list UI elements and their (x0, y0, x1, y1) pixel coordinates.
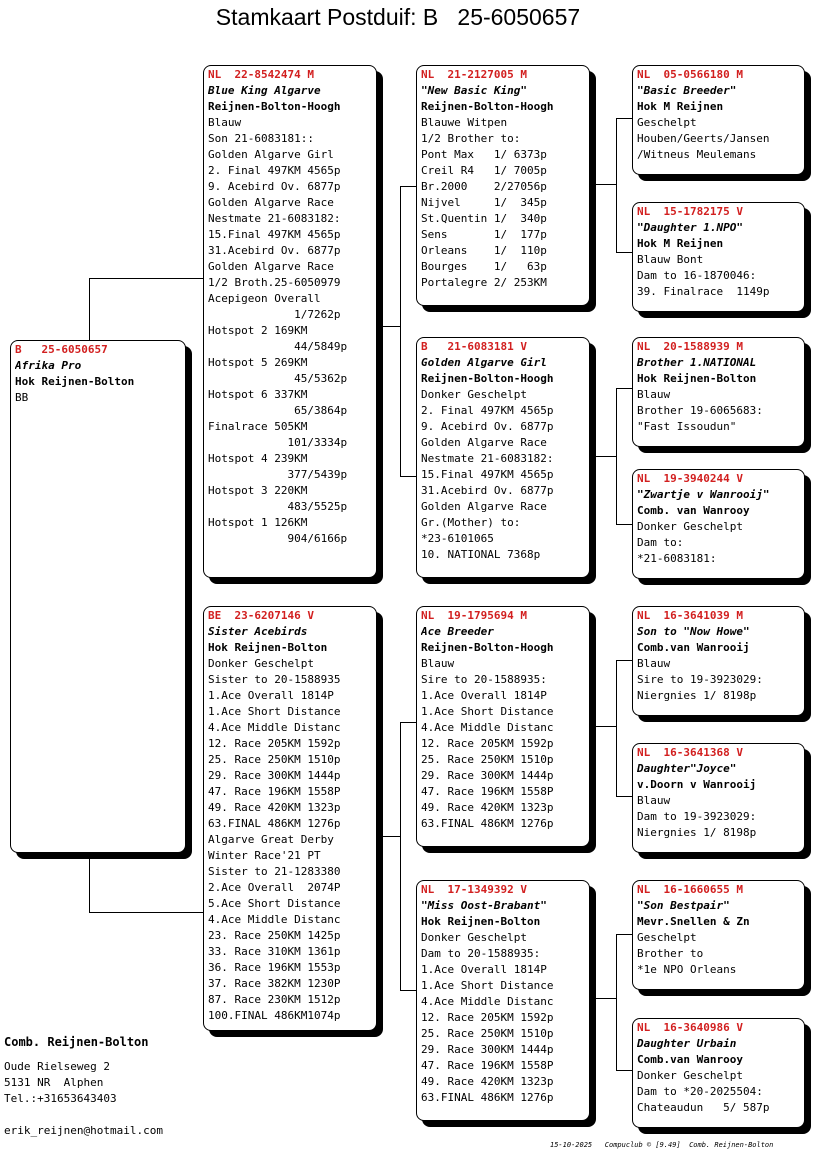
pigeon-detail-line: Sire to 19-3923029: (637, 673, 763, 686)
pigeon-name: "Miss Oost-Brabant" (421, 899, 547, 912)
pigeon-detail-line: 15.Final 497KM 4565p (208, 228, 341, 241)
pigeon-detail-line: 5.Ace Short Distance (208, 897, 341, 910)
connector-line (89, 858, 90, 912)
ring-number: NL 15-1782175 V (637, 205, 743, 218)
connector-line (616, 118, 617, 252)
pigeon-detail-line: 2.Ace Overall 2074P (208, 881, 341, 894)
connector-line (400, 722, 401, 990)
pigeon-card-ggp1 (632, 65, 805, 175)
connector-line (616, 660, 617, 796)
owner-street: Oude Rielseweg 2 (4, 1060, 110, 1073)
connector-line (89, 278, 204, 279)
pigeon-owner: Hok Reijnen-Bolton (637, 372, 757, 385)
connector-line (400, 186, 401, 476)
pigeon-name: "Zwartje v Wanrooij" (637, 488, 770, 501)
pigeon-detail-line: Br.2000 2/27056p (421, 180, 547, 193)
pigeon-detail-line: Brother 19-6065683: (637, 404, 763, 417)
pigeon-detail-line: Donker Geschelpt (637, 520, 743, 533)
pigeon-detail-line: 87. Race 230KM 1512p (208, 993, 341, 1006)
pigeon-detail-line: Winter Race'21 PT (208, 849, 321, 862)
ring-number: B 25-6050657 (15, 343, 108, 356)
pigeon-detail-line: 12. Race 205KM 1592p (421, 1011, 554, 1024)
pigeon-name: "Basic Breeder" (637, 84, 737, 97)
pigeon-detail-line: Hotspot 4 239KM (208, 452, 308, 465)
pigeon-detail-line: 65/3864p (208, 404, 348, 417)
pigeon-detail-line: 2. Final 497KM 4565p (421, 404, 554, 417)
pigeon-detail-line: Nestmate 21-6083182: (421, 452, 554, 465)
pigeon-detail-line: 25. Race 250KM 1510p (421, 753, 554, 766)
connector-line (616, 118, 633, 119)
pigeon-detail-line: 63.FINAL 486KM 1276p (421, 817, 554, 830)
ring-number: NL 19-1795694 M (421, 609, 527, 622)
pigeon-detail-line: Dam to *20-2025504: (637, 1085, 763, 1098)
pigeon-detail-line: Donker Geschelpt (421, 931, 527, 944)
pigeon-detail-line: 9. Acebird Ov. 6877p (421, 420, 554, 433)
pigeon-card-ggp2 (632, 202, 805, 312)
pigeon-detail-line: 1.Ace Overall 1814P (421, 963, 547, 976)
owner-phone: Tel.:+31653643403 (4, 1092, 117, 1105)
pigeon-detail-line: Son 21-6083181:: (208, 132, 314, 145)
pigeon-detail-line: 36. Race 196KM 1553p (208, 961, 341, 974)
connector-line (89, 912, 204, 913)
pigeon-detail-line: Blauw (637, 794, 671, 807)
pigeon-detail-line: Golden Algarve Girl (208, 148, 334, 161)
pigeon-detail-line: 31.Acebird Ov. 6877p (421, 484, 554, 497)
pigeon-detail-line: Bourges 1/ 63p (421, 260, 547, 273)
connector-line (616, 934, 633, 935)
page-title: Stamkaart Postduif: B 25-6050657 (215, 4, 581, 30)
pigeon-detail-line: Finalrace 505KM (208, 420, 308, 433)
pigeon-detail-line: 1.Ace Short Distance (421, 979, 554, 992)
pigeon-detail-line: Gr.(Mother) to: (421, 516, 521, 529)
pigeon-card-dam-dam (416, 880, 590, 1121)
connector-line (616, 1070, 633, 1071)
pigeon-detail-line: BB (15, 391, 29, 404)
connector-line (400, 476, 417, 477)
ring-number: NL 16-1660655 M (637, 883, 743, 896)
connector-line (590, 456, 617, 457)
connector-line (376, 326, 401, 327)
pigeon-owner: Hok M Reijnen (637, 237, 724, 250)
pigeon-detail-line: 25. Race 250KM 1510p (208, 753, 341, 766)
pigeon-detail-line: *23-6101065 (421, 532, 494, 545)
pigeon-detail-line: 44/5849p (208, 340, 348, 353)
pigeon-detail-line: 47. Race 196KM 1558P (421, 1059, 554, 1072)
owner-name: Comb. Reijnen-Bolton (4, 1035, 149, 1049)
pigeon-name: "Son Bestpair" (637, 899, 730, 912)
pigeon-detail-line: 904/6166p (208, 532, 348, 545)
pigeon-owner: Comb.van Wanrooij (637, 641, 750, 654)
pigeon-detail-line: 49. Race 420KM 1323p (421, 801, 554, 814)
pigeon-detail-line: *21-6083181: (637, 552, 717, 565)
pigeon-name: Afrika Pro (15, 359, 82, 372)
ring-number: NL 05-0566180 M (637, 68, 743, 81)
connector-line (616, 388, 633, 389)
pigeon-detail-line: 101/3334p (208, 436, 348, 449)
pigeon-detail-line: 49. Race 420KM 1323p (421, 1075, 554, 1088)
ring-number: NL 17-1349392 V (421, 883, 527, 896)
pigeon-detail-line: 100.FINAL 486KM1074p (208, 1009, 341, 1022)
pigeon-detail-line: 9. Acebird Ov. 6877p (208, 180, 341, 193)
pigeon-detail-line: Hotspot 2 169KM (208, 324, 308, 337)
pigeon-card-sire (203, 65, 377, 578)
pigeon-detail-line: Golden Algarve Race (208, 196, 334, 209)
pigeon-detail-line: 63.FINAL 486KM 1276p (421, 1091, 554, 1104)
pigeon-detail-line: 31.Acebird Ov. 6877p (208, 244, 341, 257)
pigeon-detail-line: Portalegre 2/ 253KM (421, 276, 547, 289)
pigeon-detail-line: 63.FINAL 486KM 1276p (208, 817, 341, 830)
pigeon-detail-line: 1/2 Broth.25-6050979 (208, 276, 341, 289)
pigeon-name: Brother 1.NATIONAL (637, 356, 757, 369)
connector-line (590, 998, 617, 999)
pigeon-detail-line: Geschelpt (637, 931, 697, 944)
pigeon-detail-line: 377/5439p (208, 468, 348, 481)
ring-number: BE 23-6207146 V (208, 609, 314, 622)
pigeon-card-ggp8 (632, 1018, 805, 1128)
pigeon-detail-line: Brother to (637, 947, 704, 960)
pigeon-owner: Hok Reijnen-Bolton (15, 375, 135, 388)
footer-note: 15-10-2025 Compuclub © [9.49] Comb. Reijnen-Bolton (550, 1141, 774, 1149)
ring-number: NL 22-8542474 M (208, 68, 314, 81)
pigeon-detail-line: 39. Finalrace 1149p (637, 285, 770, 298)
pigeon-detail-line: Blauw (637, 657, 671, 670)
pigeon-detail-line: Blauwe Witpen (421, 116, 508, 129)
pigeon-detail-line: St.Quentin 1/ 340p (421, 212, 547, 225)
ring-number: B 21-6083181 V (421, 340, 527, 353)
pigeon-owner: v.Doorn v Wanrooij (637, 778, 757, 791)
pigeon-card-dam (203, 606, 377, 1031)
pigeon-name: Daughter"Joyce" (637, 762, 737, 775)
pigeon-detail-line: 29. Race 300KM 1444p (421, 769, 554, 782)
pigeon-card-ggp3 (632, 337, 805, 447)
connector-line (616, 934, 617, 1070)
pigeon-detail-line: Nijvel 1/ 345p (421, 196, 547, 209)
pigeon-owner: Reijnen-Bolton-Hoogh (421, 641, 554, 654)
pigeon-detail-line: Golden Algarve Race (421, 500, 547, 513)
pigeon-detail-line: 4.Ace Middle Distanc (421, 721, 554, 734)
pigeon-detail-line: Houben/Geerts/Jansen (637, 132, 770, 145)
pigeon-detail-line: Blauw (421, 657, 455, 670)
pigeon-detail-line: 12. Race 205KM 1592p (208, 737, 341, 750)
pigeon-detail-line: 2. Final 497KM 4565p (208, 164, 341, 177)
connector-line (616, 796, 633, 797)
pigeon-name: Daughter Urbain (637, 1037, 737, 1050)
pigeon-detail-line: Sire to 20-1588935: (421, 673, 547, 686)
pigeon-detail-line: 15.Final 497KM 4565p (421, 468, 554, 481)
pigeon-name: Ace Breeder (421, 625, 494, 638)
connector-line (400, 990, 417, 991)
pigeon-card-ggp7 (632, 880, 805, 990)
pigeon-detail-line: Hotspot 5 269KM (208, 356, 308, 369)
pigeon-detail-line: Donker Geschelpt (208, 657, 314, 670)
ring-number: NL 16-3640986 V (637, 1021, 743, 1034)
pigeon-detail-line: Golden Algarve Race (421, 436, 547, 449)
pigeon-detail-line: 47. Race 196KM 1558P (421, 785, 554, 798)
pigeon-name: "Daughter 1.NPO" (637, 221, 743, 234)
pigeon-detail-line: Pont Max 1/ 6373p (421, 148, 547, 161)
pigeon-owner: Comb. van Wanrooy (637, 504, 750, 517)
connector-line (616, 660, 633, 661)
pigeon-detail-line: 29. Race 300KM 1444p (421, 1043, 554, 1056)
pigeon-detail-line: Dam to 20-1588935: (421, 947, 541, 960)
pigeon-detail-line: Sister to 20-1588935 (208, 673, 341, 686)
pigeon-detail-line: Sister to 21-1283380 (208, 865, 341, 878)
pigeon-owner: Hok M Reijnen (637, 100, 724, 113)
pigeon-detail-line: Hotspot 1 126KM (208, 516, 308, 529)
pigeon-detail-line: 29. Race 300KM 1444p (208, 769, 341, 782)
pigeon-owner: Reijnen-Bolton-Hoogh (421, 100, 554, 113)
pigeon-card-ggp6 (632, 743, 805, 853)
pigeon-card-sire-sire (416, 65, 590, 306)
ring-number: NL 20-1588939 M (637, 340, 743, 353)
pigeon-owner: Hok Reijnen-Bolton (421, 915, 541, 928)
ring-number: NL 16-3641039 M (637, 609, 743, 622)
pigeon-detail-line: Blauw (637, 388, 671, 401)
pigeon-owner: Reijnen-Bolton-Hoogh (208, 100, 341, 113)
ring-number: NL 19-3940244 V (637, 472, 743, 485)
connector-line (590, 726, 617, 727)
pigeon-detail-line: /Witneus Meulemans (637, 148, 757, 161)
pigeon-detail-line: Chateaudun 5/ 587p (637, 1101, 770, 1114)
pigeon-card-ggp4 (632, 469, 805, 579)
connector-line (400, 722, 417, 723)
pigeon-name: "New Basic King" (421, 84, 527, 97)
pigeon-detail-line: Acepigeon Overall (208, 292, 321, 305)
pigeon-detail-line: Donker Geschelpt (421, 388, 527, 401)
pigeon-name: Blue King Algarve (208, 84, 321, 97)
connector-line (616, 252, 633, 253)
pigeon-detail-line: 25. Race 250KM 1510p (421, 1027, 554, 1040)
pigeon-detail-line: 10. NATIONAL 7368p (421, 548, 541, 561)
pigeon-detail-line: 1.Ace Overall 1814P (421, 689, 547, 702)
pigeon-detail-line: 1.Ace Overall 1814P (208, 689, 334, 702)
owner-email: erik_reijnen@hotmail.com (4, 1124, 163, 1137)
pigeon-detail-line: 4.Ace Middle Distanc (208, 721, 341, 734)
connector-line (376, 836, 401, 837)
pigeon-detail-line: Dam to 16-1870046: (637, 269, 757, 282)
pigeon-detail-line: 4.Ace Middle Distanc (421, 995, 554, 1008)
connector-line (590, 184, 617, 185)
pigeon-detail-line: Geschelpt (637, 116, 697, 129)
pigeon-detail-line: 33. Race 310KM 1361p (208, 945, 341, 958)
pigeon-name: Golden Algarve Girl (421, 356, 547, 369)
pigeon-detail-line: 483/5525p (208, 500, 348, 513)
pigeon-detail-line: Blauw (208, 116, 242, 129)
connector-line (616, 388, 617, 524)
pigeon-card-ggp5 (632, 606, 805, 716)
pigeon-detail-line: 12. Race 205KM 1592p (421, 737, 554, 750)
pigeon-card-sire-dam (416, 337, 590, 578)
pigeon-card-dam-sire (416, 606, 590, 847)
pigeon-detail-line: 37. Race 382KM 1230P (208, 977, 341, 990)
pigeon-detail-line: Sens 1/ 177p (421, 228, 547, 241)
pigeon-detail-line: Niergnies 1/ 8198p (637, 826, 757, 839)
pigeon-detail-line: Hotspot 6 337KM (208, 388, 308, 401)
pigeon-detail-line: 4.Ace Middle Distanc (208, 913, 341, 926)
pigeon-owner: Hok Reijnen-Bolton (208, 641, 328, 654)
owner-city: 5131 NR Alphen (4, 1076, 104, 1089)
pigeon-owner: Mevr.Snellen & Zn (637, 915, 750, 928)
pigeon-detail-line: 47. Race 196KM 1558P (208, 785, 341, 798)
pigeon-detail-line: Golden Algarve Race (208, 260, 334, 273)
pigeon-detail-line: Donker Geschelpt (637, 1069, 743, 1082)
pigeon-card-subject (10, 340, 186, 853)
pigeon-owner: Reijnen-Bolton-Hoogh (421, 372, 554, 385)
pigeon-detail-line: Orleans 1/ 110p (421, 244, 547, 257)
ring-number: NL 21-2127005 M (421, 68, 527, 81)
pigeon-detail-line: Niergnies 1/ 8198p (637, 689, 757, 702)
pigeon-detail-line: 1.Ace Short Distance (208, 705, 341, 718)
pigeon-name: Sister Acebirds (208, 625, 308, 638)
pigeon-detail-line: Blauw Bont (637, 253, 704, 266)
pigeon-detail-line: 23. Race 250KM 1425p (208, 929, 341, 942)
connector-line (400, 186, 417, 187)
pigeon-detail-line: 49. Race 420KM 1323p (208, 801, 341, 814)
pigeon-owner: Comb.van Wanrooy (637, 1053, 743, 1066)
pigeon-detail-line: Algarve Great Derby (208, 833, 334, 846)
pigeon-detail-line: Nestmate 21-6083182: (208, 212, 341, 225)
pigeon-detail-line: *1e NPO Orleans (637, 963, 737, 976)
pigeon-name: Son to "Now Howe" (637, 625, 750, 638)
pigeon-detail-line: 1/7262p (208, 308, 341, 321)
pigeon-detail-line: "Fast Issoudun" (637, 420, 737, 433)
pigeon-detail-line: Hotspot 3 220KM (208, 484, 308, 497)
ring-number: NL 16-3641368 V (637, 746, 743, 759)
pigeon-detail-line: Dam to: (637, 536, 684, 549)
pigeon-detail-line: 45/5362p (208, 372, 348, 385)
pigeon-detail-line: Dam to 19-3923029: (637, 810, 757, 823)
pigeon-detail-line: 1.Ace Short Distance (421, 705, 554, 718)
pigeon-detail-line: Creil R4 1/ 7005p (421, 164, 547, 177)
connector-line (616, 524, 633, 525)
connector-line (89, 278, 90, 340)
pigeon-detail-line: 1/2 Brother to: (421, 132, 521, 145)
